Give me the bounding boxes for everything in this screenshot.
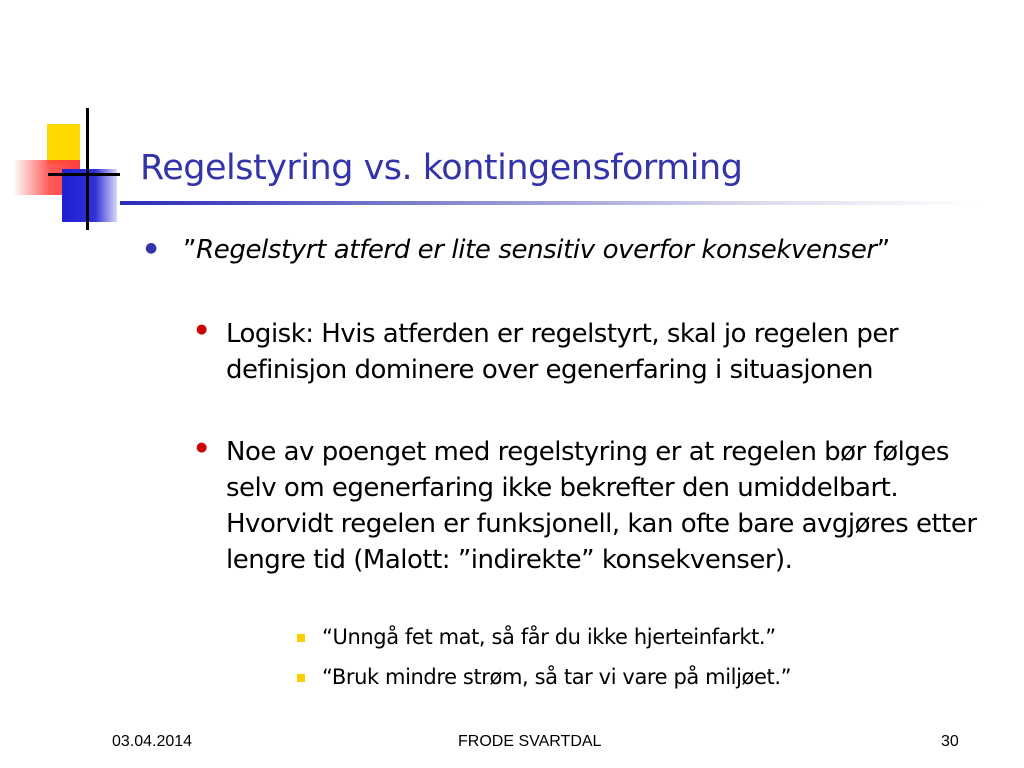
close-quote: ” <box>876 235 890 265</box>
bullet-level2-text: Logisk: Hvis atferden er regelstyrt, skal jo regelen per definisjon dominere over egenerfaring i situasjonen <box>226 319 899 385</box>
bullet-level1 <box>145 232 965 268</box>
open-quote: ” <box>183 235 197 265</box>
bullet-level3-item <box>297 662 997 692</box>
yellow-square-shape <box>47 124 80 164</box>
footer-page-number: 30 <box>941 733 959 750</box>
horizontal-line-shape <box>48 173 120 176</box>
footer-author: FRODE SVARTDAL <box>458 733 602 750</box>
bullet-level3-text: “Unngå fet mat, så får du ikke hjerteinfarkt.” <box>322 625 776 649</box>
bullet-level2-item <box>196 316 996 388</box>
red-bullet-dot-icon: ● <box>196 322 208 337</box>
vertical-line-shape <box>86 108 89 230</box>
quote-text: Regelstyrt atferd er lite sensitiv overfor konsekvenser <box>196 235 877 265</box>
title-underline <box>120 201 980 205</box>
bullet-level2-item <box>196 434 996 578</box>
bullet-level1-text <box>183 232 965 268</box>
bullet-level3-item <box>297 622 997 652</box>
decorative-logo-graphic <box>0 100 140 230</box>
bullet-level2-text: Noe av poenget med regelstyring er at regelen bør følges selv om egenerfaring ikke bekrefter den umiddelbart. Hvorvidt regelen er funksjonell, kan ofte bare avgjøres etter lengre tid (Malott: ”indirekte” konsekvenser). <box>226 437 977 575</box>
blue-square-shape <box>62 169 117 222</box>
red-bullet-dot-icon: ● <box>196 440 208 455</box>
bullet-level3-text: “Bruk mindre strøm, så tar vi vare på miljøet.” <box>322 665 792 689</box>
bullet-dot-icon: ● <box>145 240 158 256</box>
yellow-square-bullet-icon <box>297 674 305 682</box>
yellow-square-bullet-icon <box>297 634 305 642</box>
slide-title: Regelstyring vs. kontingensforming <box>140 148 743 188</box>
footer-date: 03.04.2014 <box>112 733 193 750</box>
